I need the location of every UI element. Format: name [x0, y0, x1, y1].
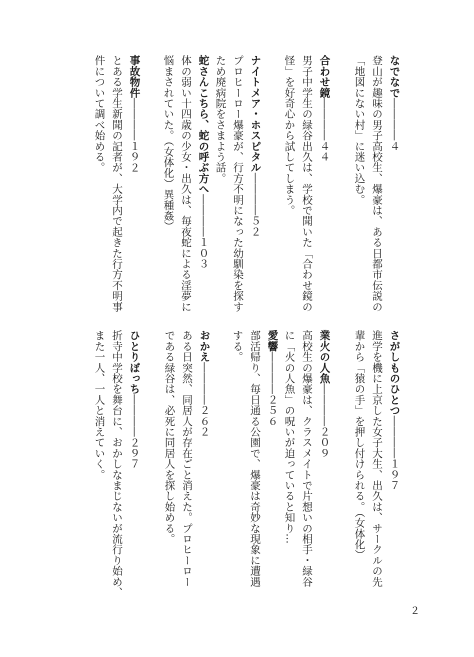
entry-dash: ――――	[197, 194, 210, 237]
entry-page-number: ４	[388, 140, 401, 152]
entry-title: 蛇さんこちら、蛇の呼ぶ方へ	[197, 55, 210, 195]
entry-desc-line: 高校生の爆豪は、クラスメイトで片想いの相手・緑谷	[301, 330, 313, 587]
entry-dash: ――――	[249, 172, 262, 216]
entry-dash: ――――	[388, 415, 401, 459]
entry-dash: ――――	[128, 394, 141, 438]
entry-desc-line: ため廃病院をさまよう話。	[214, 55, 227, 184]
entry-dash: ――――	[318, 383, 331, 427]
entry-title: おかえ	[198, 330, 211, 363]
entry-dash: ――――	[198, 362, 211, 405]
entry-title: さがしものひとつ	[388, 330, 401, 416]
entry-title-line	[263, 330, 281, 590]
entry-desc-line: 折寺中学校を舞台に、おかしなまじないが流行り始め、	[111, 330, 123, 598]
entry-desc-line: 悩まされていた。（女体化）異種姦）	[162, 55, 175, 232]
entry-desc-line: 進学を機に上京した女子大生、出久は、サークルの先	[371, 330, 383, 587]
entry-desc-line: に「火の人魚」の呪いが迫っていると知り…	[283, 330, 296, 544]
entry-jiko-bukken	[90, 55, 143, 315]
entry-page-number: １０３	[197, 236, 210, 270]
entry-title: ナイトメア・ホスピタル	[249, 55, 262, 173]
entry-gouka-no-ningyo	[280, 330, 333, 590]
entry-title: なでなで	[388, 55, 401, 98]
entry-page-number: ２９７	[128, 437, 141, 470]
entry-desc-line: とある学生新聞の記者が、大学内で起きた行方不明事	[111, 55, 123, 312]
entry-page-number: ２５６	[266, 394, 279, 427]
entry-title-line	[125, 330, 143, 590]
entry-aikyo	[228, 330, 281, 590]
entry-title: 合わせ鏡	[318, 55, 331, 98]
entry-page-number: ２６２	[198, 404, 211, 438]
entry-sagashimono	[350, 330, 403, 590]
entry-desc-line: また一人、一人と消えていく。	[93, 330, 106, 480]
entry-title: 業火の人魚	[318, 330, 331, 384]
entry-desc-line: 部活帰り、毎日通る公園で、爆豪は奇妙な現象に遭遇	[249, 330, 261, 587]
entry-desc-line: プロヒーロー爆豪が、行方不明になった幼馴染を探す	[232, 55, 244, 312]
page-number: ２	[410, 606, 420, 617]
entry-desc-line: 輩から「猿の手」を押し付けられる。（女体化）	[353, 330, 366, 561]
entry-title-line	[385, 55, 403, 315]
entry-title-line	[246, 55, 264, 315]
entry-dash: ――――	[266, 351, 279, 395]
entry-title: 愛響	[266, 330, 279, 352]
entry-dash: ――――	[388, 97, 401, 141]
entry-desc-line: 件について調べ始める。	[93, 55, 106, 173]
entry-desc-line: ある日突然、同居人が存在ごと消えた。プロヒーロー	[181, 330, 193, 587]
entry-title-line	[125, 55, 143, 315]
entry-title: 事故物件	[128, 55, 141, 98]
entry-title-line	[385, 330, 403, 590]
entry-page-number: １９７	[388, 458, 401, 491]
entry-desc-line: 登山が趣味の男子高校生、爆豪は、ある日都市伝説の	[371, 55, 383, 312]
entry-desc-line: 怪」を好奇心から試してしまう。	[283, 55, 296, 216]
entry-title-line	[194, 55, 212, 315]
entry-nightmare-hospital	[211, 55, 264, 315]
entry-page-number: １９２	[128, 140, 141, 173]
entry-page-number: ４４	[318, 140, 331, 163]
entry-desc-line: 男子中学生の緑谷出久は、学校で聞いた「合わせ鏡の	[301, 55, 313, 312]
entry-page-number: ２０９	[318, 426, 331, 459]
entry-page-number: ５２	[249, 215, 262, 237]
entry-okae	[160, 330, 213, 590]
entry-desc-line: である緑谷は、必死に同居人を探し始める。	[163, 330, 176, 544]
entry-desc-line: 体の弱い十四歳の少女・出久は、毎夜蛇による淫夢に	[180, 55, 192, 312]
entry-title-line	[315, 330, 333, 590]
entry-hitoribocchi	[90, 330, 143, 598]
entry-dash: ――――	[318, 97, 331, 141]
entry-desc-line: 「地図にない村」に迷い込む。	[353, 55, 366, 205]
entry-title-line	[315, 55, 333, 315]
entry-hebi	[159, 55, 212, 315]
entry-title-line	[195, 330, 213, 590]
entry-awasekagami	[280, 55, 333, 315]
entry-desc-line: する。	[231, 330, 244, 363]
entry-dash: ――――	[128, 97, 141, 141]
entry-title: ひとりぼっち	[128, 330, 141, 395]
entry-nadenade	[350, 55, 403, 315]
